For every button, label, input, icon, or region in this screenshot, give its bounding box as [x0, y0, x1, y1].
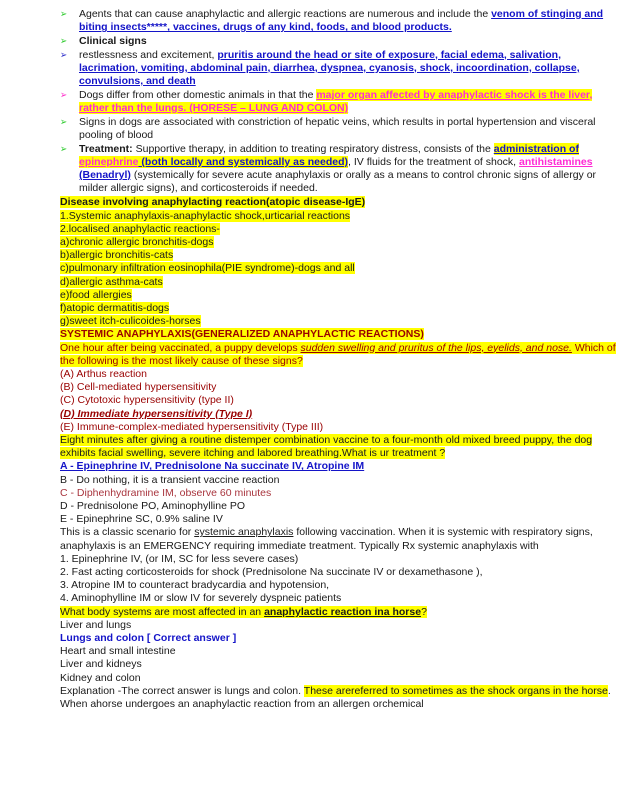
disease-item-text: f)atopic dermatitis-dogs: [60, 301, 170, 314]
treatment-step: 1. Epinephrine IV, (or IM, SC for less severe cases): [60, 552, 299, 565]
disease-list-item: [60, 262, 617, 275]
question-1-option[interactable]: [60, 368, 617, 381]
bullet-text-dogs-differ: [77, 89, 617, 115]
treatment-epinephrine-text: epinephrine: [79, 155, 139, 168]
question-3-stem: [60, 606, 617, 619]
treatment-step: 4. Aminophylline IM or slow IV for severely dyspneic patients: [60, 592, 342, 605]
disease-list-item: [60, 315, 617, 328]
question-1-option[interactable]: [60, 381, 617, 394]
question-3-option[interactable]: [60, 672, 617, 685]
q1-option-a-text: (A) Arthus reaction: [60, 367, 147, 380]
question-3-option[interactable]: [60, 619, 617, 632]
treatment-plain-1: Supportive therapy, in addition to treating respiratory distress, consists of the: [132, 142, 494, 155]
disease-item-text: g)sweet itch-culicoides-horses: [60, 315, 201, 328]
q3-explanation-part-1: Explanation -The correct answer is lungs and colon.: [60, 684, 304, 697]
q3-option-5-text: Kidney and colon: [60, 671, 141, 684]
q2-stem-text: Eight minutes after giving a routine distemper combination vaccine to a four-month old mixed breed puppy, the dog exhibits facial swelling, severe itching and labored breathing.What is ur treatment ?: [60, 434, 593, 460]
q3-explanation-part-2: . When ahorse undergoes an anaphylactic reaction from an allergen orchemical: [60, 684, 611, 711]
question-1-stem: [60, 342, 617, 368]
q3-option-1-text: Liver and lungs: [60, 618, 132, 631]
q2-option-a-text: A - Epinephrine IV, Prednisolone Na succinate IV, Atropine IM: [60, 460, 365, 473]
q3-option-4-text: Liver and kidneys: [60, 658, 142, 671]
q2-explanation-underlined: systemic anaphylaxis: [194, 526, 294, 539]
disease-list-item: [60, 289, 617, 302]
q3-explanation-highlighted: These arereferred to sometimes as the shock organs in the horse: [303, 684, 608, 697]
disease-list-item: [60, 210, 617, 223]
disease-item-text: 1.Systemic anaphylaxis-anaphylactic shock,urticarial reactions: [60, 209, 351, 222]
treatment-label: Treatment:: [79, 142, 133, 155]
question-2-option[interactable]: [60, 474, 617, 487]
q2-explanation-part-1: This is a classic scenario for: [60, 526, 195, 539]
disease-list-item: [60, 276, 617, 289]
disease-section: [60, 196, 617, 328]
disease-item-text: d)allergic asthma-cats: [60, 275, 163, 288]
systemic-anaphylaxis-section: [60, 328, 617, 711]
q2-option-d-text: D - Prednisolone PO, Aminophylline PO: [60, 500, 246, 513]
disease-list-item: [60, 249, 617, 262]
treatment-parenthetical-text: (both locally and systemically as needed): [138, 155, 349, 168]
q1-stem-part-2: Which of the following is the most likely cause of these signs?: [60, 341, 616, 367]
disease-list-item: [60, 223, 617, 236]
treatment-step: 3. Atropine IM to counteract bradycardia and hypotension,: [60, 579, 330, 592]
systemic-heading-text: SYSTEMIC ANAPHYLAXIS(GENERALIZED ANAPHYLACTIC REACTIONS): [60, 328, 424, 341]
q2-option-e-text: E - Epinephrine SC, 0.9% saline IV: [60, 513, 223, 526]
bullet-text-treatment: [77, 143, 617, 196]
disease-heading-text: Disease involving anaphylacting reaction(atopic disease-IgE): [60, 196, 366, 209]
bullet-text-clinical-signs: Clinical signs: [79, 34, 147, 47]
question-3-option[interactable]: [60, 645, 617, 658]
arrow-bullet-icon: ➢: [60, 116, 68, 128]
q1-stem-part-1: One hour after being vaccinated, a puppy develops: [60, 341, 301, 354]
restlessness-plain-text: restlessness and excitement,: [79, 48, 218, 61]
arrow-bullet-icon: ➢: [60, 9, 68, 20]
disease-list-item: [60, 302, 617, 315]
question-2-option[interactable]: [60, 500, 617, 513]
question-2-option[interactable]: [60, 513, 617, 526]
bullet-text-agents: [77, 8, 617, 34]
bullet-text-restlessness: [77, 49, 617, 89]
question-3-explanation: [60, 685, 617, 711]
arrow-bullet-icon: ➢: [60, 35, 68, 47]
q3-option-2-text: Lungs and colon [ Correct answer ]: [60, 632, 237, 645]
bullet-item-restlessness: [60, 49, 617, 89]
question-2-option[interactable]: [60, 487, 617, 500]
agents-emphasis-text: venom of stinging and biting insects*****, vaccines, drugs of any kind, foods, and blood products.: [79, 8, 604, 34]
q1-option-b-text: (B) Cell-mediated hypersensitivity: [60, 381, 217, 394]
bullet-item-dogs-differ: [60, 89, 617, 115]
question-1-option[interactable]: [60, 421, 617, 434]
bullet-item-agents: [60, 8, 617, 34]
q3-option-3-text: Heart and small intestine: [60, 645, 176, 658]
q3-stem-part-1: What body systems are most affected in an: [60, 605, 265, 618]
dogs-differ-plain-text: Dogs differ from other domestic animals in that the: [79, 88, 317, 101]
question-3-option-correct[interactable]: [60, 632, 617, 645]
question-1-option[interactable]: [60, 394, 617, 407]
q1-stem-emphasis: sudden swelling and pruritus of the lips, eyelids, and nose.: [300, 341, 572, 354]
treatment-plain-2: , IV fluids for the treatment of shock,: [348, 155, 520, 168]
q2-explanation-part-2: following vaccination. When it is systemic with respiratory signs, anaphylaxis is an EMERGENCY requiring immediate treatment. Typically Rx systemic anaphylaxis with: [60, 526, 593, 552]
arrow-bullet-icon: ➢: [60, 49, 68, 61]
systemic-section-heading: [60, 328, 617, 341]
disease-section-heading: [60, 196, 617, 209]
dogs-differ-emphasis-text: major organ affected by anaphylactic shock is the liver, rather than the lungs. (HORESE – LUNG AND COLON): [79, 88, 593, 114]
arrow-bullet-icon: ➢: [60, 143, 68, 155]
disease-list-item: [60, 236, 617, 249]
disease-item-text: 2.localised anaphylactic reactions-: [60, 222, 220, 235]
disease-item-text: c)pulmonary infiltration eosinophila(PIE syndrome)-dogs and all: [60, 262, 355, 275]
treatment-admin-text: administration of: [493, 142, 579, 155]
question-3-option[interactable]: [60, 658, 617, 671]
disease-item-text: e)food allergies: [60, 288, 132, 301]
bullet-text-signs-in-dogs: Signs in dogs are associated with constriction of hepatic veins, which results in portal hypertension and visceral pooling of blood: [79, 115, 596, 141]
q3-stem-emphasis: anaphylactic reaction ina horse: [264, 605, 422, 618]
question-1-option-correct[interactable]: [60, 408, 617, 421]
bullet-item-clinical-signs: [60, 35, 617, 48]
q2-option-c-text: C - Diphenhydramine IM, observe 60 minutes: [60, 486, 272, 499]
q1-option-d-text: (D) Immediate hypersensitivity (Type I): [60, 407, 253, 420]
disease-item-text: b)allergic bronchitis-cats: [60, 249, 174, 262]
treatment-step: 2. Fast acting corticosteroids for shock (Prednisolone Na succinate IV or dexamethasone ),: [60, 566, 483, 579]
q1-option-c-text: (C) Cytotoxic hypersensitivity (type II): [60, 394, 234, 407]
treatment-antihistamines-text: antihistamines: [519, 155, 593, 168]
question-2-stem: [60, 434, 617, 460]
q3-stem-part-2: ?: [421, 605, 427, 618]
treatment-benadryl-text: (Benadryl): [79, 168, 131, 181]
bullet-item-signs-in-dogs: [60, 116, 617, 142]
question-2-option-correct[interactable]: [60, 460, 617, 473]
arrow-bullet-icon: ➢: [60, 89, 68, 101]
q1-option-e-text: (E) Immune-complex-mediated hypersensitivity (Type III): [60, 420, 324, 433]
bullet-item-treatment: [60, 143, 617, 196]
restlessness-emphasis-text: pruritis around the head or site of exposure, facial edema, salivation, lacrimation, vomiting, abdominal pain, diarrhea, dyspnea, cyanosis, shock, incoordination, collapse, convulsions, and death: [79, 48, 580, 88]
agents-plain-text: Agents that can cause anaphylactic and allergic reactions are numerous and include the: [79, 8, 492, 20]
q2-option-b-text: B - Do nothing, it is a transient vaccine reaction: [60, 473, 280, 486]
question-2-explanation: [60, 526, 617, 552]
disease-item-text: a)chronic allergic bronchitis-dogs: [60, 235, 214, 248]
treatment-plain-3: (systemically for severe acute anaphylaxis or orally as a means to control chronic signs of allergy or milder allergic signs), and corticosteroids if needed.: [79, 168, 597, 195]
